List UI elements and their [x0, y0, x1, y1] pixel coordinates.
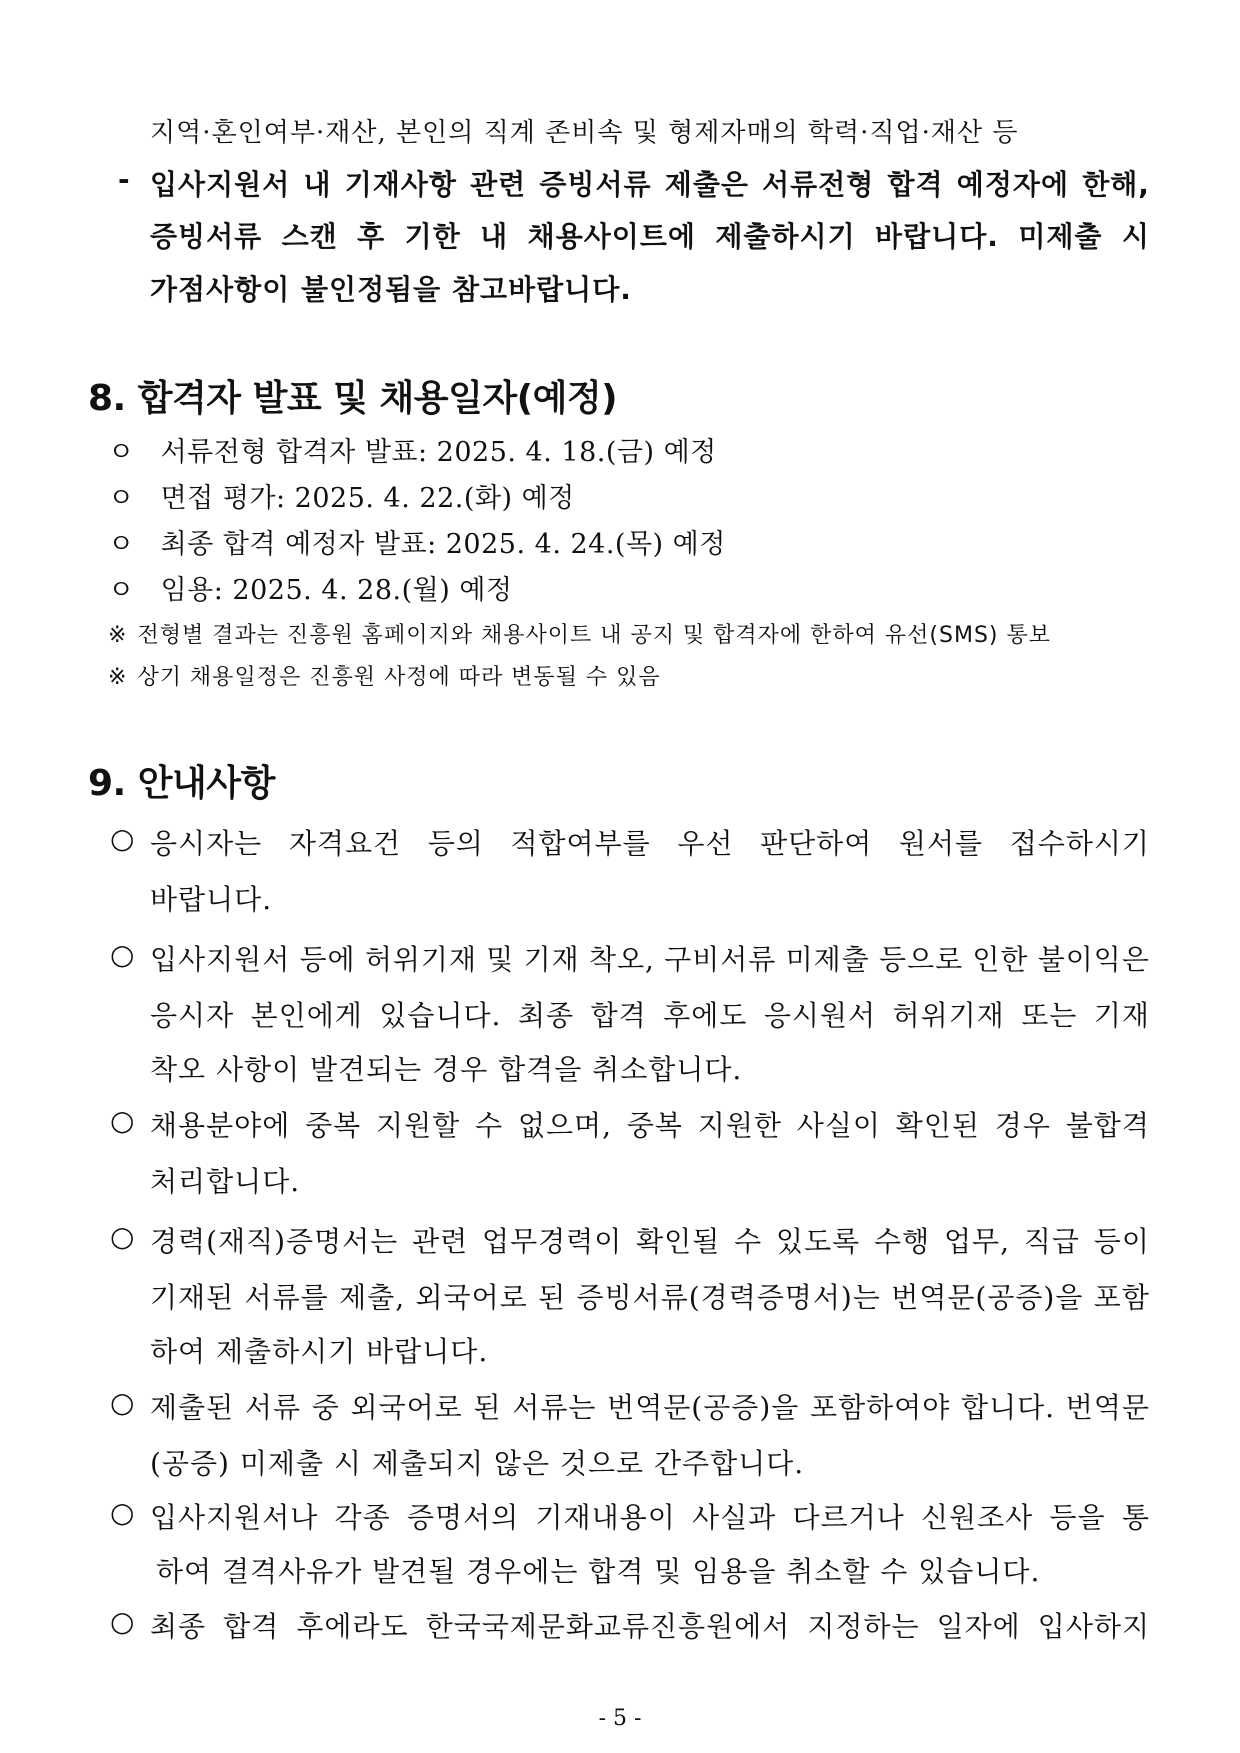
- schedule-text: 서류전형 합격자 발표: 2025. 4. 18.(금) 예정: [160, 437, 717, 468]
- word: 증명서의: [407, 1501, 520, 1534]
- word: 입사지원서: [150, 943, 291, 976]
- section-9-title: 9. 안내사항: [88, 763, 275, 804]
- word: 신원조사: [921, 1501, 1034, 1534]
- schedule-item: [108, 568, 513, 607]
- word: 후에라도: [296, 1610, 409, 1643]
- info-line: [150, 1276, 1150, 1316]
- word: 관련: [412, 1225, 469, 1258]
- word: 지원한: [697, 1109, 782, 1142]
- word: 외국어로: [415, 1281, 528, 1314]
- word: 스캔: [281, 220, 338, 253]
- info-line: 처리합니다.: [150, 1165, 301, 1198]
- word: 채용분야에: [150, 1109, 291, 1142]
- info-line: (공증) 미제출 시 제출되지 않은 것으로 간주합니다.: [150, 1447, 805, 1480]
- info-line: 하여 제출하시기 바랍니다.: [150, 1335, 489, 1368]
- word: 통: [1121, 1501, 1150, 1534]
- word: 사실이: [796, 1109, 881, 1142]
- word: 경력(재직)증명서는: [150, 1225, 399, 1258]
- word: 포함하여야: [810, 1391, 951, 1424]
- word: 번역문: [1065, 1391, 1150, 1424]
- word: 제출,: [339, 1281, 406, 1314]
- word: 각종: [334, 1501, 391, 1534]
- word: 최종: [150, 1610, 207, 1643]
- word: 최종: [517, 999, 575, 1032]
- word: 구비서류: [664, 943, 777, 976]
- word: 기재사항: [344, 168, 457, 201]
- word: 증빙서류(경력증명서)는: [576, 1281, 881, 1314]
- bullet: ㅇ: [108, 575, 135, 606]
- word: 사실과: [692, 1501, 777, 1534]
- word: 없으며,: [517, 1109, 612, 1142]
- notice-line-3: 가점사항이 불인정됨을 참고바랍니다.: [150, 273, 632, 306]
- word: 증빙서류: [539, 168, 652, 201]
- schedule-item: [108, 476, 575, 515]
- info-line: [150, 1104, 1150, 1144]
- word: 기재된: [150, 1281, 235, 1314]
- word: 직급: [1023, 1225, 1080, 1258]
- info-line: [150, 822, 1150, 862]
- info-line: [150, 1496, 1150, 1536]
- word: 지정하는: [807, 1610, 920, 1643]
- word: 및: [486, 943, 515, 976]
- word: 원서를: [898, 827, 984, 860]
- word: 착오,: [588, 943, 655, 976]
- word: 미제출: [785, 943, 870, 976]
- bullet: ○: [110, 1386, 136, 1419]
- bullet: ○: [110, 1104, 136, 1137]
- word: 시: [1121, 220, 1150, 253]
- word: 허위기재: [892, 999, 1005, 1032]
- word: 내: [480, 220, 509, 253]
- word: 본인에게: [250, 999, 363, 1032]
- word: 합격: [223, 1610, 280, 1643]
- word: 제출하시기: [715, 220, 856, 253]
- word: 제출된: [150, 1391, 235, 1424]
- word: 미제출: [1018, 220, 1103, 253]
- info-line: 하여 결격사유가 발견될 경우에는 합격 및 임용을 취소할 수 있습니다.: [156, 1555, 1041, 1588]
- word: 예정자에: [956, 168, 1069, 201]
- word: 업무경력이: [482, 1225, 623, 1258]
- word: 관련: [470, 168, 527, 201]
- word: 기재내용이: [535, 1501, 676, 1534]
- word: 등이: [1093, 1225, 1150, 1258]
- page-number: - 5 -: [598, 1706, 642, 1731]
- word: 중: [311, 1391, 340, 1424]
- word: 제출은: [664, 168, 749, 201]
- word: 인한: [972, 943, 1029, 976]
- word: 확인된: [895, 1109, 980, 1142]
- note-mark: ※: [108, 665, 128, 690]
- word: 등의: [427, 827, 484, 860]
- word: 입사하지: [1037, 1610, 1150, 1643]
- word: 허위기재: [364, 943, 478, 976]
- dash-marker: -: [118, 163, 131, 196]
- info-line: [150, 1605, 1150, 1645]
- word: 다르거나: [792, 1501, 905, 1534]
- word: 된: [538, 1281, 567, 1314]
- note-mark: ※: [108, 623, 128, 648]
- info-line: [150, 994, 1150, 1034]
- word: 수행: [874, 1225, 931, 1258]
- info-line: [150, 938, 1150, 978]
- schedule-text: 임용: 2025. 4. 28.(월) 예정: [160, 575, 513, 606]
- word: 합니다.: [961, 1391, 1056, 1424]
- note-text: 상기 채용일정은 진흥원 사정에 따라 변동될 수 있음: [137, 665, 661, 690]
- word: 등에: [299, 943, 356, 976]
- word: 응시원서: [763, 999, 877, 1032]
- word: 외국어로: [350, 1391, 463, 1424]
- word: 불합격: [1065, 1109, 1150, 1142]
- word: 기재: [1093, 999, 1150, 1032]
- word: 합격: [887, 168, 944, 201]
- word: 기재: [523, 943, 580, 976]
- word: 서류: [244, 1391, 301, 1424]
- word: 입사지원서: [150, 168, 291, 201]
- word: 접수하시기: [1009, 827, 1150, 860]
- bullet: ○: [110, 938, 136, 971]
- word: 번역문(공증)을: [891, 1281, 1084, 1314]
- word: 등으로: [878, 943, 964, 976]
- info-line: [150, 1220, 1150, 1260]
- word: 확인될: [636, 1225, 721, 1258]
- note: [108, 618, 1051, 649]
- bullet: ㅇ: [108, 529, 135, 560]
- notice-line-2: [150, 215, 1150, 255]
- word: 후: [357, 220, 386, 253]
- schedule-text: 최종 합격 예정자 발표: 2025. 4. 24.(목) 예정: [160, 529, 726, 560]
- info-line: [150, 1386, 1150, 1426]
- bullet: ○: [110, 1220, 136, 1253]
- info-line: 착오 사항이 발견되는 경우 합격을 취소합니다.: [150, 1053, 743, 1086]
- info-line: 바랍니다.: [150, 883, 273, 916]
- word: 경우: [994, 1109, 1051, 1142]
- word: 응시자는: [150, 827, 263, 860]
- schedule-text: 면접 평가: 2025. 4. 22.(화) 예정: [160, 483, 575, 514]
- word: 후에도: [663, 999, 748, 1032]
- word: 일자에: [936, 1610, 1021, 1643]
- word: 수: [734, 1225, 763, 1258]
- word: 업무,: [943, 1225, 1010, 1258]
- bullet: ○: [110, 1496, 136, 1529]
- word: 지원할: [376, 1109, 461, 1142]
- word: 수: [475, 1109, 504, 1142]
- schedule-item: [108, 430, 717, 469]
- word: 입사지원서나: [150, 1501, 319, 1534]
- word: 등을: [1049, 1501, 1106, 1534]
- section-8-title: 8. 합격자 발표 및 채용일자(예정): [88, 378, 618, 419]
- bullet: ○: [110, 1605, 136, 1638]
- word: 또는: [1021, 999, 1078, 1032]
- word: 서류를: [244, 1281, 329, 1314]
- word: 기한: [404, 220, 461, 253]
- bullet: ○: [110, 822, 136, 855]
- word: 내: [303, 168, 332, 201]
- word: 번역문(공증)을: [607, 1391, 800, 1424]
- word: 포함: [1093, 1281, 1150, 1314]
- schedule-item: [108, 522, 726, 561]
- word: 바랍니다.: [875, 220, 999, 253]
- word: 우선: [677, 827, 734, 860]
- bullet: ㅇ: [108, 437, 135, 468]
- bullet: ㅇ: [108, 483, 135, 514]
- word: 한국국제문화교류진흥원에서: [425, 1610, 791, 1643]
- notice-line-1: [150, 163, 1150, 203]
- word: 있습니다.: [379, 999, 502, 1032]
- intro-text: 지역·혼인여부·재산, 본인의 직계 존비속 및 형제자매의 학력·직업·재산 등: [150, 118, 1019, 148]
- word: 서류전형: [762, 168, 875, 201]
- note-text: 전형별 결과는 진흥원 홈페이지와 채용사이트 내 공지 및 합격자에 한하여 유선(SMS) 통보: [137, 623, 1052, 648]
- word: 있도록: [776, 1225, 861, 1258]
- word: 자격요건: [288, 827, 402, 860]
- word: 서류는: [512, 1391, 597, 1424]
- word: 증빙서류: [150, 220, 263, 253]
- word: 판단하여: [760, 827, 873, 860]
- word: 중복: [305, 1109, 362, 1142]
- word: 한해,: [1082, 168, 1150, 201]
- word: 채용사이트에: [527, 220, 696, 253]
- word: 합격: [590, 999, 647, 1032]
- word: 중복: [626, 1109, 683, 1142]
- note: [108, 660, 661, 691]
- word: 응시자: [150, 999, 235, 1032]
- word: 적합여부를: [510, 827, 651, 860]
- word: 불이익은: [1037, 943, 1150, 976]
- word: 된: [473, 1391, 502, 1424]
